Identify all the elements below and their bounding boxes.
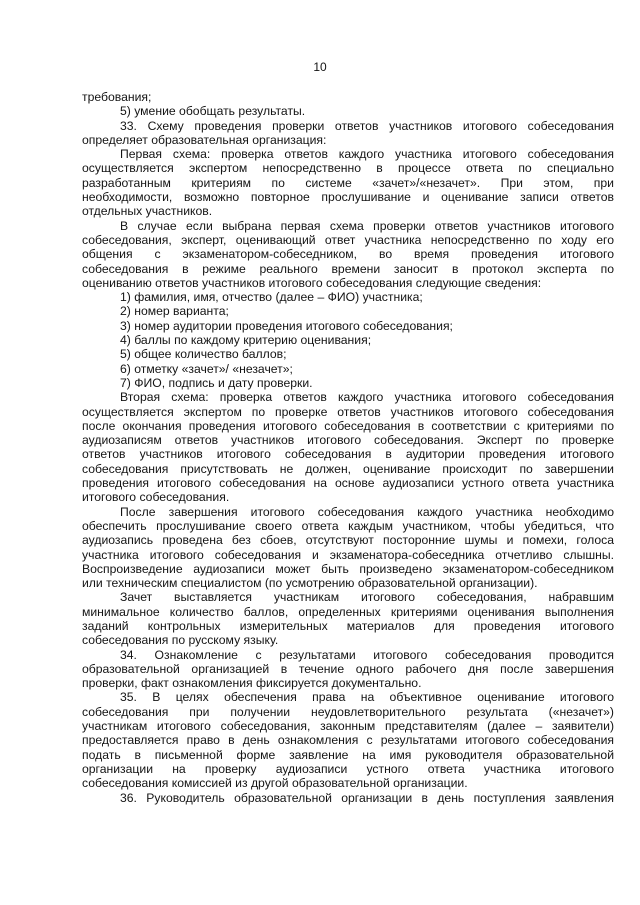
text-line: аудиозапись проведена без сбоев, отсутствуют посторонние шумы и помехи, голоса <box>82 533 614 548</box>
text-line: 1) фамилия, имя, отчество (далее – ФИО) участника; <box>120 290 423 305</box>
text-line: общения с экзаменатором-собеседником, во время проведения итогового <box>82 247 614 262</box>
text-line: 5) умение обобщать результаты. <box>120 104 306 119</box>
text-line: После завершения итогового собеседования каждого участника необходимо <box>120 504 614 519</box>
text-line: разработанным критериям по системе «зачет»/«незачет». При этом, при <box>82 175 614 190</box>
text-line: требования; <box>82 90 152 104</box>
text-line: минимальное количество баллов, определенных критериями оценивания выполнения <box>82 604 614 619</box>
text-line: или техническим специалистом (по усмотрению образовательной организации). <box>82 576 538 591</box>
text-line: отдельных участников. <box>82 204 213 219</box>
text-line: ответов участников итогового собеседования в аудитории проведения итогового <box>82 447 614 462</box>
text-line: собеседования в режиме реального времени заносит в протокол эксперта по <box>82 261 614 276</box>
text-line: 3) номер аудитории проведения итогового собеседования; <box>120 318 453 333</box>
text-line: осуществляется экспертом непосредственно в процессе ответа по специально <box>82 161 614 176</box>
text-line: 7) ФИО, подпись и дату проверки. <box>120 375 313 390</box>
text-line: после окончания проведения итогового собеседования в соответствии с критериями по <box>82 418 614 433</box>
text-line: заданий контрольных измерительных материалов для проведения итогового <box>82 618 614 633</box>
text-line: предоставляется право в день ознакомления с результатами итогового собеседования <box>82 733 614 748</box>
text-line: 33. Схему проведения проверки ответов участников итогового собеседования <box>120 118 614 133</box>
text-line: собеседования присутствовать не должен, оценивание происходит по завершении <box>82 461 614 476</box>
text-line: Зачет выставляется участникам итогового собеседования, набравшим <box>120 590 614 605</box>
text-line: В случае если выбрана первая схема проверки ответов участников итогового <box>120 218 614 233</box>
text-line: собеседования по русскому языку. <box>82 633 279 648</box>
text-line: Воспроизведение аудиозаписи может быть произведено экзаменатором-собеседником <box>82 561 614 576</box>
text-line: собеседования при получении неудовлетворительного результата («незачет») <box>82 704 614 719</box>
text-line: 35. В целях обеспечения права на объективное оценивание итогового <box>120 690 614 705</box>
text-line: осуществляется экспертом по проверке ответов участников итогового собеседования <box>82 404 614 419</box>
document-body <box>82 90 614 805</box>
text-line: обеспечить прослушивание своего ответа каждым участником, чтобы убедиться, что <box>82 518 614 533</box>
text-line: Первая схема: проверка ответов каждого участника итогового собеседования <box>120 147 614 162</box>
text-line: проведения итогового собеседования на основе аудиозаписи устного ответа участника <box>82 476 614 491</box>
text-line: участника итогового собеседования и экзаменатора-собеседника отчетливо слышны. <box>82 547 614 562</box>
text-line: подать в письменной форме заявление на имя руководителя образовательной <box>82 747 614 762</box>
text-line: организации на проверку аудиозаписи устного ответа участника итогового <box>82 761 614 776</box>
text-line: 6) отметку «зачет»/ «незачет»; <box>120 361 293 376</box>
text-line: участникам итогового собеседования, законным представителям (далее – заявители) <box>82 719 614 734</box>
text-line: собеседования, эксперт, оценивающий ответ участника непосредственно по ходу его <box>82 232 614 247</box>
text-line: 4) баллы по каждому критерию оценивания; <box>120 333 372 348</box>
text-line: собеседования комиссией из другой образовательной организации. <box>82 776 468 791</box>
text-line: итогового собеседования. <box>82 490 230 505</box>
page-number: 10 <box>313 60 327 74</box>
text-line: проверки, факт ознакомления фиксируется документально. <box>82 676 422 691</box>
text-line: необходимости, возможно повторное прослушивание и оценивание записи ответов <box>82 190 614 205</box>
text-line: образовательной организацией в течение одного рабочего дня после завершения <box>82 661 614 676</box>
text-line: оцениванию ответов участников итогового собеседования следующие сведения: <box>82 275 542 290</box>
text-line: Вторая схема: проверка ответов каждого участника итогового собеседования <box>120 390 614 405</box>
text-line: 2) номер варианта; <box>120 304 229 319</box>
text-line: 36. Руководитель образовательной организации в день поступления заявления <box>120 790 614 805</box>
text-line: определяет образовательная организация: <box>82 132 327 147</box>
text-line: аудиозаписям ответов участников итогового собеседования. Эксперт по проверке <box>82 433 614 448</box>
text-line: 5) общее количество баллов; <box>120 347 287 362</box>
text-line: 34. Ознакомление с результатами итогового собеседования проводится <box>120 647 614 662</box>
